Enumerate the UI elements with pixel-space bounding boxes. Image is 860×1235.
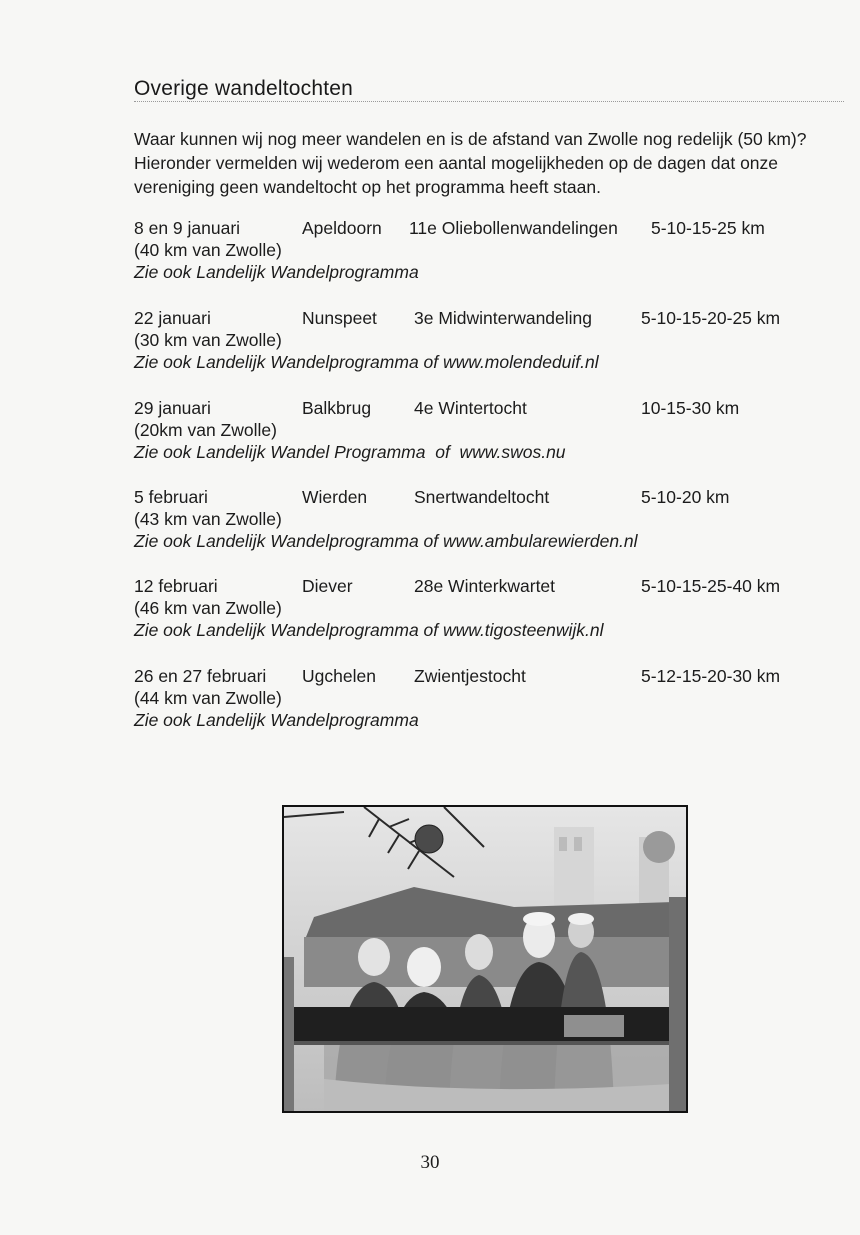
event-header-row bbox=[134, 486, 834, 508]
event-date: 22 januari bbox=[134, 308, 211, 328]
event-distance-from-zwolle: (43 km van Zwolle) bbox=[134, 509, 282, 529]
event-header-row bbox=[134, 307, 834, 329]
event-date: 12 februari bbox=[134, 576, 218, 596]
event-name: 4e Wintertocht bbox=[414, 398, 527, 418]
event-distances: 10-15-30 km bbox=[641, 398, 740, 418]
event-distances: 5-10-15-20-25 km bbox=[641, 308, 781, 328]
group-photo-illustration bbox=[284, 807, 686, 1111]
event-distance-from-zwolle: (30 km van Zwolle) bbox=[134, 330, 282, 350]
event-entry bbox=[134, 397, 834, 463]
intro-paragraph: Waar kunnen wij nog meer wandelen en is de afstand van Zwolle nog redelijk (50 km)? Hieronder vermelden wij wederom een aantal mogelijkheden op de dagen dat onze vereniging geen wandeltocht op het programma heeft staan. bbox=[134, 129, 807, 197]
event-name: 11e Oliebollenwandelingen bbox=[409, 218, 618, 238]
event-date: 5 februari bbox=[134, 487, 208, 507]
event-place: Nunspeet bbox=[302, 308, 377, 328]
event-see-also: Zie ook Landelijk Wandelprogramma of www.molendeduif.nl bbox=[134, 352, 599, 372]
event-place: Apeldoorn bbox=[302, 218, 382, 238]
event-header-row bbox=[134, 575, 834, 597]
event-date: 8 en 9 januari bbox=[134, 218, 241, 238]
title-underline bbox=[134, 101, 844, 102]
event-see-also: Zie ook Landelijk Wandel Programma of www.swos.nu bbox=[134, 442, 566, 462]
event-see-also: Zie ook Landelijk Wandelprogramma bbox=[134, 262, 419, 282]
event-entry bbox=[134, 575, 834, 641]
event-see-also: Zie ook Landelijk Wandelprogramma of www.tigosteenwijk.nl bbox=[134, 620, 604, 640]
event-see-also: Zie ook Landelijk Wandelprogramma of www.ambularewierden.nl bbox=[134, 531, 638, 551]
event-entry bbox=[134, 486, 834, 552]
event-name: Zwientjestocht bbox=[414, 666, 526, 686]
event-distance-from-zwolle: (40 km van Zwolle) bbox=[134, 240, 282, 260]
page-title: Overige wandeltochten bbox=[134, 77, 353, 100]
event-header-row bbox=[134, 217, 834, 239]
event-entry bbox=[134, 217, 834, 283]
event-name: 28e Winterkwartet bbox=[414, 576, 556, 596]
event-place: Wierden bbox=[302, 487, 368, 507]
event-distances: 5-10-15-25-40 km bbox=[641, 576, 781, 596]
event-date: 29 januari bbox=[134, 398, 211, 418]
event-place: Diever bbox=[302, 576, 353, 596]
page-number: 30 bbox=[420, 1152, 440, 1173]
event-distance-from-zwolle: (46 km van Zwolle) bbox=[134, 598, 282, 618]
event-name: 3e Midwinterwandeling bbox=[414, 308, 593, 328]
event-place: Balkbrug bbox=[302, 398, 372, 418]
event-date: 26 en 27 februari bbox=[134, 666, 267, 686]
event-distance-from-zwolle: (20km van Zwolle) bbox=[134, 420, 277, 440]
event-place: Ugchelen bbox=[302, 666, 376, 686]
event-distances: 5-12-15-20-30 km bbox=[641, 666, 781, 686]
event-entry bbox=[134, 307, 834, 373]
event-header-row bbox=[134, 397, 834, 419]
event-see-also: Zie ook Landelijk Wandelprogramma bbox=[134, 710, 419, 730]
event-name: Snertwandeltocht bbox=[414, 487, 550, 507]
event-distance-from-zwolle: (44 km van Zwolle) bbox=[134, 688, 282, 708]
event-distances: 5-10-15-25 km bbox=[651, 218, 765, 238]
group-photo bbox=[282, 805, 688, 1113]
event-distances: 5-10-20 km bbox=[641, 487, 730, 507]
event-header-row bbox=[134, 665, 834, 687]
event-entry bbox=[134, 665, 834, 731]
